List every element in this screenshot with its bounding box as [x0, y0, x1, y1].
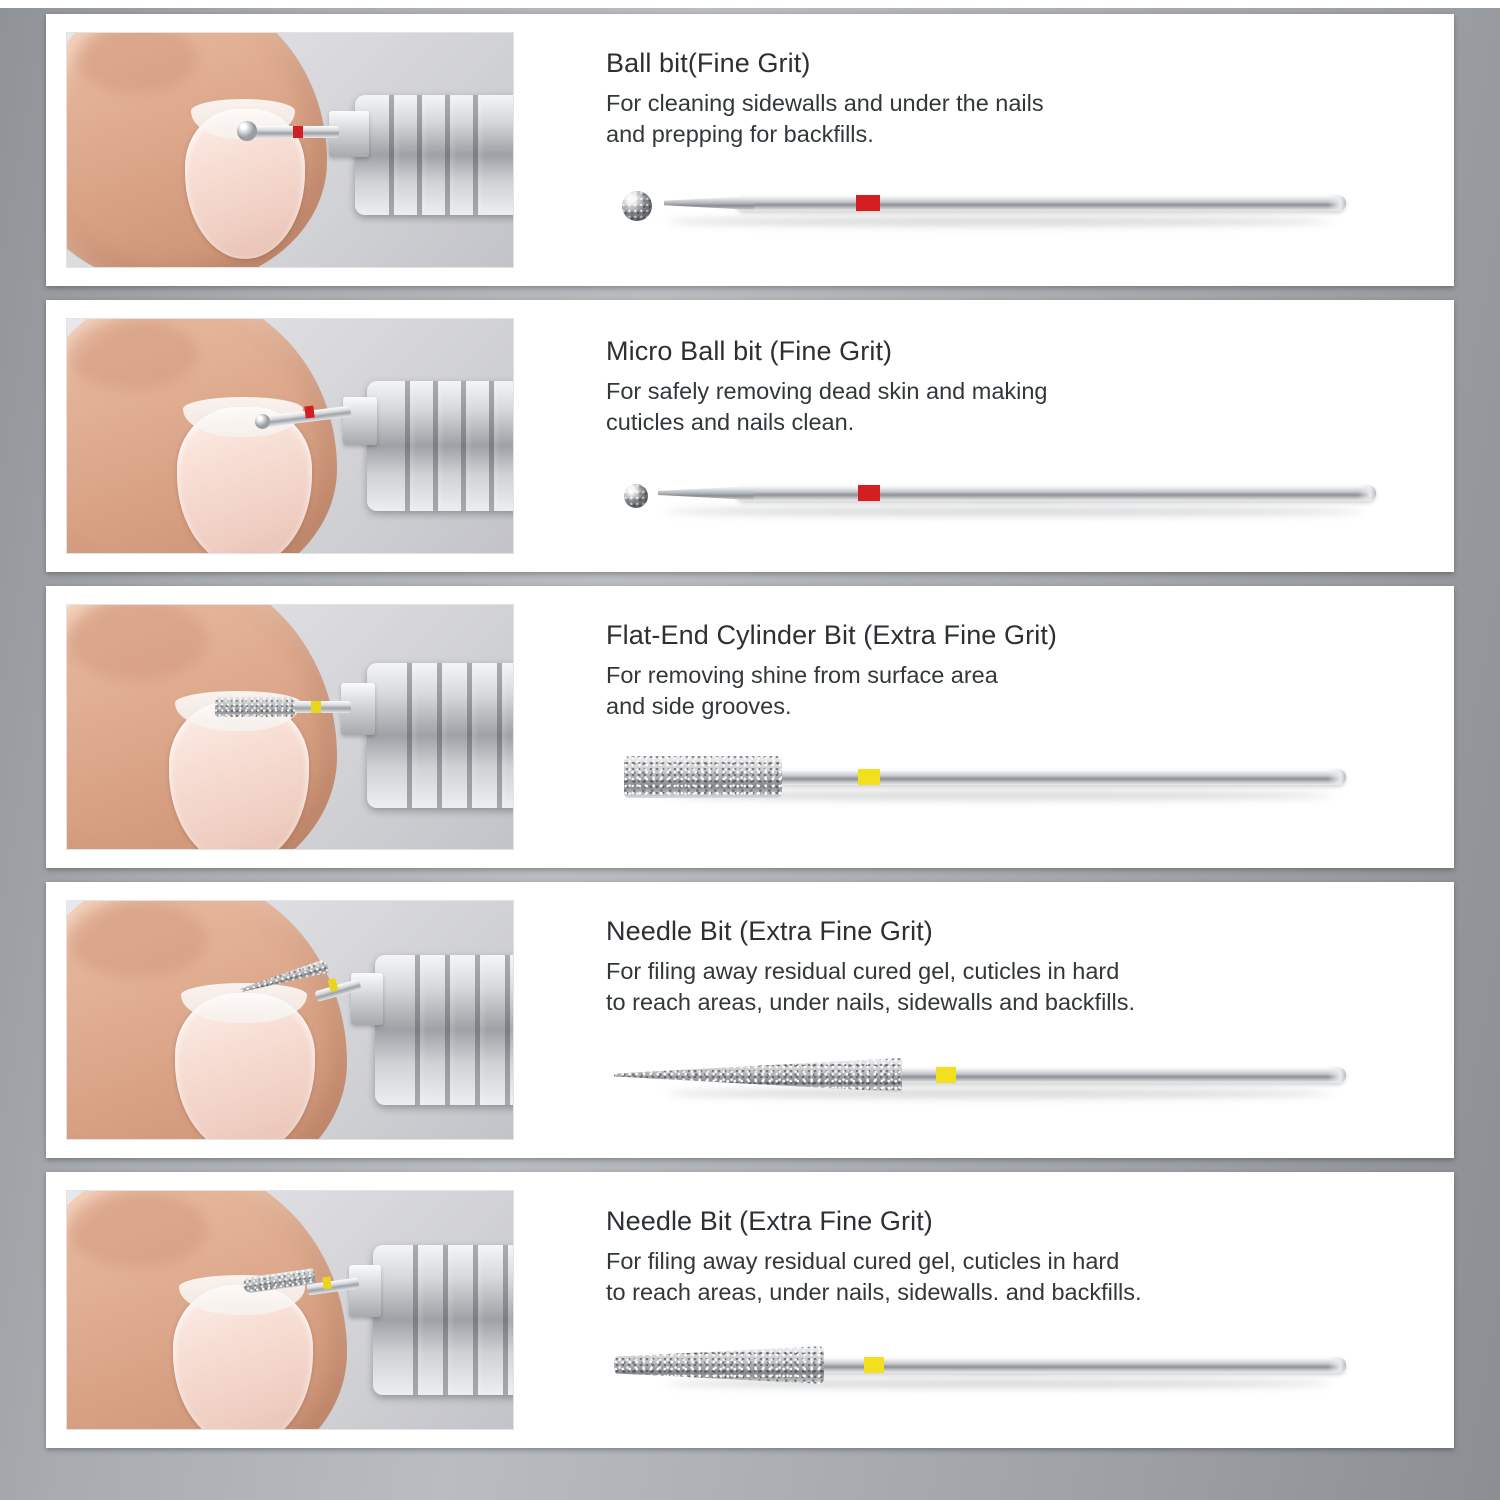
- bit-illustration: [606, 1052, 1346, 1098]
- handpiece-rib: [433, 381, 438, 511]
- desc-line: For removing shine from surface area: [606, 662, 998, 688]
- bit-text-block: [606, 48, 1414, 151]
- desc-line: cuticles and nails clean.: [606, 409, 855, 436]
- desc-line: and prepping for backfills.: [606, 121, 874, 148]
- handpiece-rib: [475, 955, 480, 1105]
- band-marker: [858, 769, 880, 785]
- handpiece-rib: [407, 663, 412, 808]
- grit-head: [614, 1058, 902, 1092]
- handpiece-rib: [467, 663, 472, 808]
- bit-stem: [806, 1357, 1346, 1373]
- handpiece-rib: [445, 95, 450, 215]
- knuckle-shading: [67, 1191, 207, 1267]
- list-item: [46, 300, 1454, 572]
- bit-text-block: [606, 620, 1414, 723]
- bit-title: Micro Ball bit (Fine Grit): [606, 336, 893, 366]
- bit-shadow: [666, 507, 1362, 516]
- bit-text-block: [606, 916, 1414, 1019]
- drill-handpiece: [367, 663, 514, 808]
- handpiece-rib: [473, 95, 478, 215]
- handpiece-rib: [389, 95, 394, 215]
- bit-title: Needle Bit (Extra Fine Grit): [606, 1206, 933, 1236]
- desc-line: For filing away residual cured gel, cuticles in hard: [606, 958, 1120, 984]
- list-item: [46, 882, 1454, 1158]
- bit-shadow: [666, 1089, 1332, 1098]
- handpiece-rib: [417, 95, 422, 215]
- bit-text-block: [606, 336, 1414, 439]
- bit-taper: [658, 486, 754, 500]
- drill-handpiece: [373, 1245, 514, 1395]
- desc-line: For safely removing dead skin and making: [606, 378, 1048, 404]
- handpiece-rib: [415, 955, 420, 1105]
- ball-head: [624, 484, 648, 508]
- knuckle-shading: [67, 901, 207, 977]
- handpiece-rib: [473, 1245, 478, 1395]
- handpiece-rib: [461, 381, 466, 511]
- bit-stem: [736, 485, 1376, 501]
- grit-head: [624, 756, 782, 798]
- band-marker: [304, 405, 314, 418]
- desc-line: to reach areas, under nails, sidewalls. and backfills.: [606, 1279, 1142, 1306]
- bit-photo: [66, 318, 514, 554]
- bit-description: [606, 956, 1414, 1019]
- bit-description: [606, 376, 1414, 439]
- band-marker: [311, 701, 321, 713]
- bit-title: Flat-End Cylinder Bit (Extra Fine Grit): [606, 620, 1058, 650]
- drill-handpiece: [367, 381, 514, 511]
- desc-line: For cleaning sidewalls and under the nails: [606, 90, 1044, 116]
- handpiece-rib: [505, 955, 510, 1105]
- ball-head: [237, 121, 257, 141]
- bit-shadow: [666, 217, 1332, 226]
- desc-line: and side grooves.: [606, 693, 792, 720]
- handpiece-rib: [503, 1245, 508, 1395]
- bit-taper: [664, 196, 754, 210]
- grit-head: [614, 1346, 824, 1384]
- knuckle-shading: [67, 319, 197, 389]
- bit-illustration: [606, 1342, 1346, 1388]
- ball-head: [622, 191, 652, 221]
- bit-photo: [66, 1190, 514, 1430]
- desc-line: For filing away residual cured gel, cuticles in hard: [606, 1248, 1120, 1274]
- bit-description: [606, 1246, 1414, 1309]
- bit-illustration: [606, 470, 1376, 516]
- bit-text-block: [606, 1206, 1414, 1309]
- handpiece-rib: [413, 1245, 418, 1395]
- bit-photo: [66, 32, 514, 268]
- drill-collar: [343, 397, 377, 445]
- bit-title: Ball bit(Fine Grit): [606, 48, 811, 78]
- band-marker: [856, 195, 880, 211]
- handpiece-rib: [443, 1245, 448, 1395]
- handpiece-rib: [497, 663, 502, 808]
- bit-title: Needle Bit (Extra Fine Grit): [606, 916, 933, 946]
- band-marker: [936, 1067, 956, 1083]
- bit-shaft: [293, 701, 351, 713]
- list-item: [46, 1172, 1454, 1448]
- band-marker: [858, 485, 880, 501]
- bit-illustration: [606, 180, 1346, 226]
- handpiece-rib: [437, 663, 442, 808]
- bit-photo: [66, 604, 514, 850]
- handpiece-rib: [405, 381, 410, 511]
- drill-handpiece: [375, 955, 514, 1105]
- handpiece-rib: [489, 381, 494, 511]
- ball-head: [255, 414, 270, 429]
- band-marker: [864, 1357, 884, 1373]
- drill-collar: [349, 1265, 381, 1317]
- bit-illustration: [606, 754, 1346, 800]
- handpiece-rib: [445, 955, 450, 1105]
- drill-handpiece: [355, 95, 514, 215]
- bit-stem: [736, 195, 1346, 211]
- bit-photo: [66, 900, 514, 1140]
- desc-line: to reach areas, under nails, sidewalls and backfills.: [606, 989, 1136, 1016]
- grit-head: [215, 697, 295, 717]
- bit-description: [606, 660, 1414, 723]
- list-item: [46, 586, 1454, 868]
- band-marker: [322, 1277, 332, 1290]
- list-item: [46, 14, 1454, 286]
- bit-description: [606, 88, 1414, 151]
- band-marker: [293, 126, 303, 138]
